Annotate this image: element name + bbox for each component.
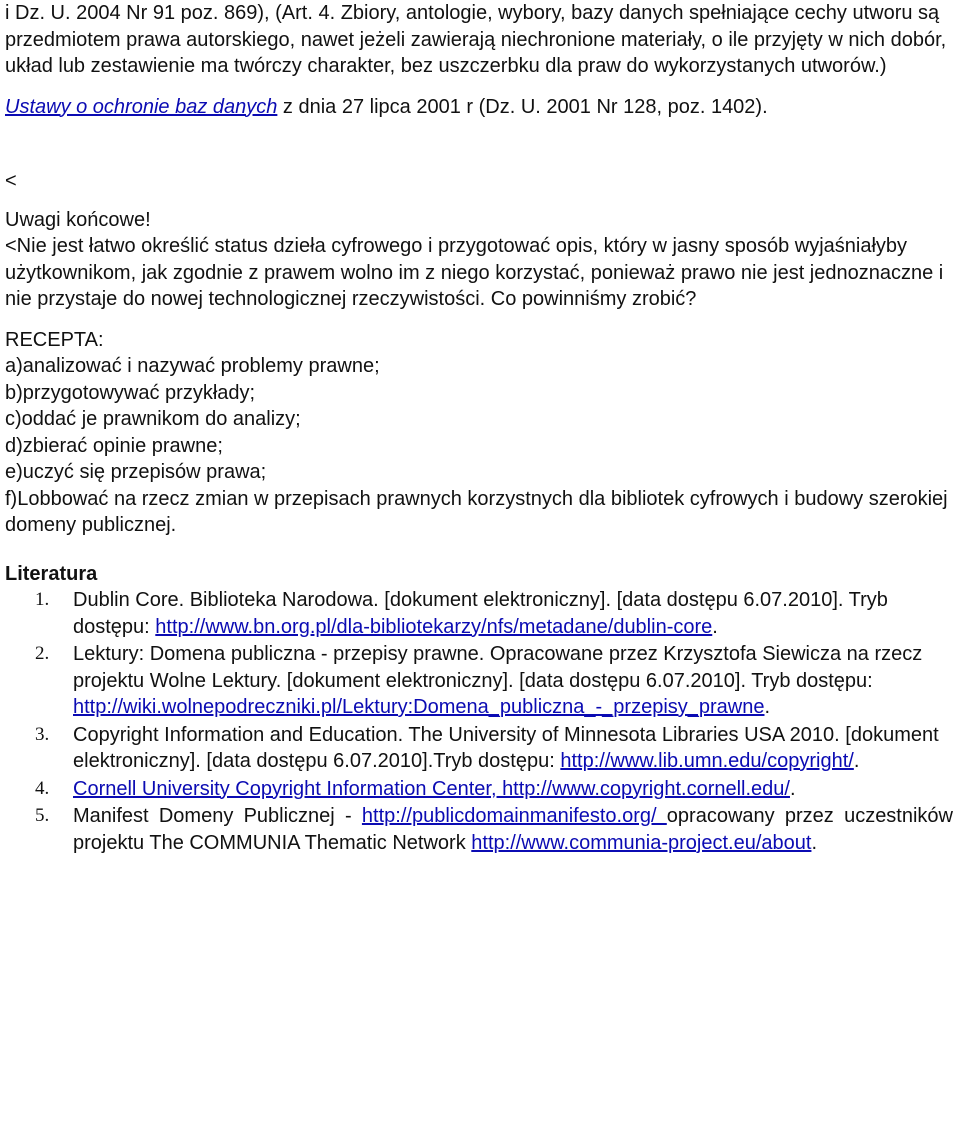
law-reference-text: z dnia 27 lipca 2001 r (Dz. U. 2001 Nr 128, poz. 1402). [277, 95, 768, 118]
remarks-title: Uwagi końcowe! [5, 208, 151, 231]
literature-link[interactable]: http://wiki.wolnepodreczniki.pl/Lektury:Domena_publiczna_-_przepisy_prawne [73, 696, 765, 718]
literature-link[interactable]: http://www.lib.umn.edu/copyright/ [560, 750, 854, 772]
intro-paragraph [5, 0, 953, 80]
recipe-item: a)analizować i nazywać problemy prawne; [5, 355, 380, 377]
recipe-item: b)przygotowywać przykłady; [5, 381, 256, 404]
literature-item [5, 803, 953, 856]
law-reference [5, 94, 953, 121]
literature-item [5, 722, 953, 775]
literature-number: 2. [35, 643, 50, 664]
law-reference-link[interactable]: Ustawy o ochronie baz danych [5, 95, 278, 118]
literature-punct: . [712, 615, 718, 638]
literature-item [5, 587, 953, 640]
literature-link[interactable]: http://publicdomainmanifesto.org/ [361, 805, 667, 827]
recipe-title: RECEPTA: [5, 328, 104, 351]
literature-punct: . [764, 696, 771, 718]
literature-number: 1. [35, 589, 50, 610]
literature-punct: . [789, 777, 796, 800]
literature-text: Lektury: Domena publiczna - przepisy prawne. Opracowane przez Krzysztofa Siewicza na rzecz projektu Wolne Lektury. [dokument elektroniczny]. [data dostępu 6.07.2010]. Tryb dostępu: [73, 643, 923, 692]
literature-title: Literatura [5, 562, 98, 585]
recipe-item: c)oddać je prawnikom do analizy; [5, 408, 301, 430]
literature-text: Dublin Core. Biblioteka Narodowa. [dokument elektroniczny]. [data dostępu 6.07.2010]. Tryb dostępu: [73, 589, 888, 638]
literature-text: Manifest Domeny Publicznej - [73, 805, 362, 827]
literature-number: 4. [35, 777, 50, 799]
literature-number: 3. [35, 723, 50, 745]
literature-punct: . [853, 750, 860, 772]
literature-link[interactable]: Cornell University Copyright Information Center, http://www.copyright.cornell.edu/ [73, 777, 790, 800]
recipe-item: f)Lobbować na rzecz zmian w przepisach prawnych korzystnych dla bibliotek cyfrowych i budowy szerokiej domeny publicznej. [5, 487, 948, 536]
literature-item [5, 641, 953, 721]
intro-rest: cechy utworu są przedmiotem prawa autorskiego, nawet jeżeli zawierają niechronione materiały, o ile przyjęty w nich dobór, układ lub zestawienie ma twórczy charakter, bez uszczerbku dla praw do wykorzystanych utworów.) [5, 2, 947, 77]
literature-text: Copyright Information and Education. The University of Minnesota Libraries USA 2010. [dokument elektroniczny]. [data dostępu 6.07.2010].Tryb dostępu: [73, 723, 939, 772]
recipe-item: d)zbierać opinie prawne; [5, 434, 223, 457]
literature-link-secondary[interactable]: http://www.communia-project.eu/about [471, 831, 812, 854]
literature-item [5, 776, 953, 803]
literature-list [5, 587, 953, 856]
literature-link[interactable]: http://www.bn.org.pl/dla-bibliotekarzy/nfs/metadane/dublin-core [155, 615, 713, 638]
remarks-body: <Nie jest łatwo określić status dzieła cyfrowego i przygotować opis, który w jasny sposób wyjaśniałyby użytkownikom, jak zgodnie z prawem wolno im z niego korzystać, ponieważ prawo nie jest jednoznaczne i nie przystaje do nowej technologicznej rzeczywistości. Co powinniśmy zrobić? [5, 235, 944, 310]
recipe-item: e)uczyć się przepisów prawa; [5, 461, 267, 483]
literature-text-middle: opracowany przez uczestników projektu The COMMUNIA Thematic Network [73, 805, 953, 854]
intro-first-line: i Dz. U. 2004 Nr 91 poz. 869), (Art. 4. Zbiory, antologie, wybory, bazy danych spełniające [5, 2, 790, 24]
back-marker: < [5, 170, 17, 192]
literature-punct: . [811, 831, 818, 854]
literature-number: 5. [35, 805, 50, 826]
